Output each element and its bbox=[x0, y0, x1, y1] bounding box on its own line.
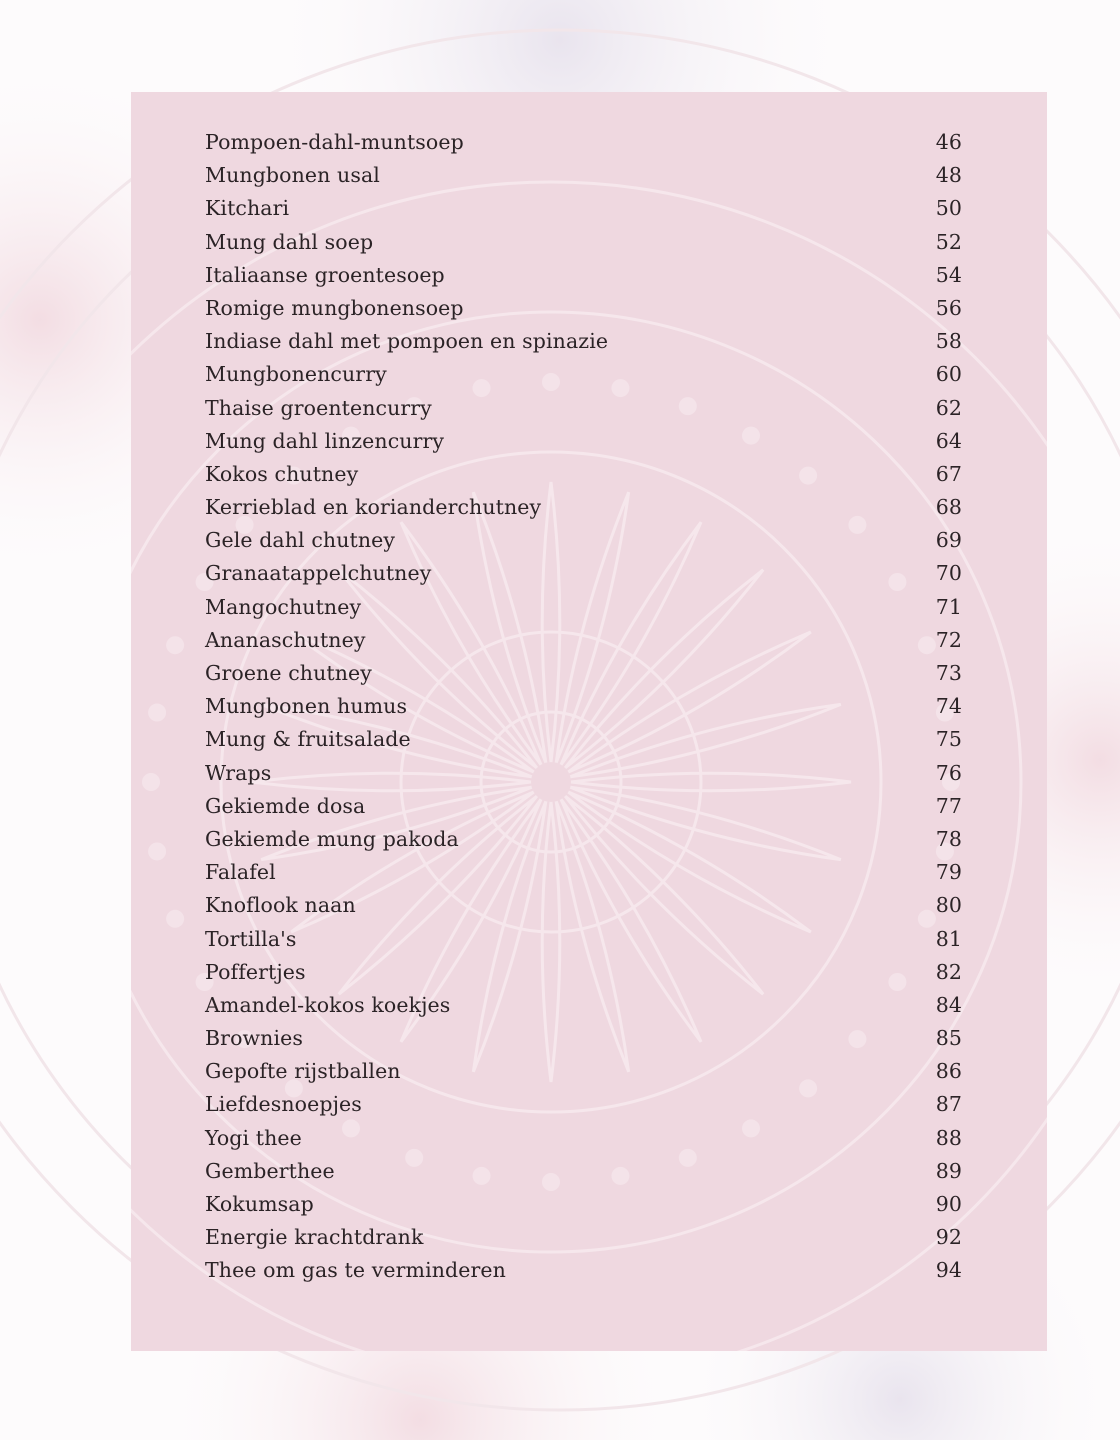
toc-entry-page-number: 81 bbox=[935, 926, 962, 951]
toc-entry-page-number: 73 bbox=[935, 661, 962, 685]
toc-entry bbox=[205, 1258, 962, 1291]
toc-entry-title: Tortilla's bbox=[205, 926, 297, 951]
toc-entry-page-number: 50 bbox=[935, 196, 962, 221]
toc-entry bbox=[205, 993, 962, 1026]
toc-entry-title: Amandel-kokos koekjes bbox=[205, 992, 451, 1017]
toc-entry-page-number: 92 bbox=[935, 1225, 962, 1250]
toc-entry bbox=[205, 827, 962, 860]
toc-entry bbox=[205, 694, 962, 727]
toc-entry-page-number: 54 bbox=[935, 262, 962, 287]
toc-entry bbox=[205, 1026, 962, 1059]
toc-entry-page-number: 71 bbox=[935, 594, 962, 619]
toc-entry-title: Thee om gas te verminderen bbox=[205, 1258, 506, 1283]
toc-entry-title: Kitchari bbox=[205, 196, 290, 221]
toc-entry-title: Indiase dahl met pompoen en spinazie bbox=[205, 329, 609, 354]
toc-entry-page-number: 76 bbox=[935, 760, 962, 785]
toc-entry-page-number: 74 bbox=[935, 694, 962, 719]
toc-entry-page-number: 64 bbox=[935, 428, 962, 453]
toc-entry-title: Falafel bbox=[205, 860, 276, 885]
toc-entry bbox=[205, 927, 962, 960]
toc-entry-page-number: 67 bbox=[935, 461, 962, 486]
toc-list bbox=[205, 130, 962, 1292]
toc-entry-title: Gekiemde dosa bbox=[205, 793, 366, 818]
toc-entry-title: Wraps bbox=[205, 760, 272, 785]
toc-entry-title: Gemberthee bbox=[205, 1158, 335, 1183]
toc-entry-title: Gepofte rijstballen bbox=[205, 1059, 401, 1084]
toc-entry-title: Poffertjes bbox=[205, 959, 306, 984]
toc-entry-title: Mung dahl linzencurry bbox=[205, 428, 445, 453]
toc-entry-page-number: 68 bbox=[935, 495, 962, 520]
toc-entry-page-number: 58 bbox=[935, 329, 962, 354]
toc-entry-title: Knoflook naan bbox=[205, 893, 356, 918]
toc-entry-title: Ananaschutney bbox=[205, 627, 366, 652]
toc-entry-page-number: 84 bbox=[935, 992, 962, 1017]
toc-entry bbox=[205, 396, 962, 429]
toc-entry bbox=[205, 1225, 962, 1258]
toc-entry-title: Groene chutney bbox=[205, 661, 372, 685]
toc-entry-title: Yogi thee bbox=[205, 1125, 302, 1150]
toc-entry bbox=[205, 860, 962, 893]
toc-entry bbox=[205, 462, 962, 495]
toc-entry-page-number: 56 bbox=[935, 295, 962, 320]
toc-entry-title: Mung dahl soep bbox=[205, 229, 374, 254]
toc-entry bbox=[205, 1092, 962, 1125]
toc-entry-title: Kokos chutney bbox=[205, 461, 359, 486]
toc-entry-page-number: 48 bbox=[935, 163, 962, 188]
toc-entry bbox=[205, 727, 962, 760]
toc-entry-page-number: 46 bbox=[935, 130, 962, 154]
table-of-contents-panel bbox=[131, 92, 1047, 1351]
toc-entry bbox=[205, 561, 962, 594]
toc-entry-page-number: 85 bbox=[935, 1026, 962, 1051]
toc-entry-title: Energie krachtdrank bbox=[205, 1225, 424, 1250]
toc-entry bbox=[205, 196, 962, 229]
toc-entry-title: Kerrieblad en korianderchutney bbox=[205, 495, 542, 520]
toc-entry-title: Pompoen-dahl-muntsoep bbox=[205, 130, 464, 154]
toc-entry-title: Kokumsap bbox=[205, 1192, 314, 1216]
toc-entry bbox=[205, 893, 962, 926]
toc-entry bbox=[205, 130, 962, 163]
toc-entry bbox=[205, 794, 962, 827]
toc-entry bbox=[205, 263, 962, 296]
toc-entry-page-number: 94 bbox=[935, 1258, 962, 1283]
toc-entry-page-number: 60 bbox=[935, 362, 962, 387]
toc-entry bbox=[205, 595, 962, 628]
toc-entry-title: Mung & fruitsalade bbox=[205, 727, 411, 752]
toc-entry-title: Romige mungbonensoep bbox=[205, 295, 464, 320]
toc-entry-title: Liefdesnoepjes bbox=[205, 1092, 362, 1117]
toc-entry-title: Gekiemde mung pakoda bbox=[205, 826, 459, 851]
toc-entry bbox=[205, 329, 962, 362]
toc-entry bbox=[205, 628, 962, 661]
toc-entry-page-number: 89 bbox=[935, 1158, 962, 1183]
toc-entry bbox=[205, 1159, 962, 1192]
toc-entry-page-number: 62 bbox=[935, 395, 962, 420]
toc-entry bbox=[205, 163, 962, 196]
toc-entry bbox=[205, 1126, 962, 1159]
toc-entry-page-number: 90 bbox=[935, 1192, 962, 1216]
toc-entry bbox=[205, 495, 962, 528]
toc-entry-title: Mungbonencurry bbox=[205, 362, 387, 387]
toc-entry-page-number: 80 bbox=[935, 893, 962, 918]
toc-entry bbox=[205, 296, 962, 329]
toc-entry-page-number: 72 bbox=[935, 627, 962, 652]
toc-entry bbox=[205, 960, 962, 993]
toc-entry bbox=[205, 761, 962, 794]
toc-entry-title: Mungbonen humus bbox=[205, 694, 408, 719]
toc-entry-page-number: 70 bbox=[935, 561, 962, 586]
toc-entry bbox=[205, 1059, 962, 1092]
toc-entry-title: Italiaanse groentesoep bbox=[205, 262, 445, 287]
toc-entry bbox=[205, 429, 962, 462]
toc-entry bbox=[205, 230, 962, 263]
toc-entry-page-number: 78 bbox=[935, 826, 962, 851]
toc-entry-title: Gele dahl chutney bbox=[205, 528, 396, 553]
toc-entry-page-number: 75 bbox=[935, 727, 962, 752]
toc-entry-page-number: 69 bbox=[935, 528, 962, 553]
toc-entry-page-number: 77 bbox=[935, 793, 962, 818]
toc-entry-page-number: 87 bbox=[935, 1092, 962, 1117]
toc-entry-title: Mungbonen usal bbox=[205, 163, 380, 188]
toc-entry bbox=[205, 362, 962, 395]
toc-entry-page-number: 52 bbox=[935, 229, 962, 254]
toc-entry-page-number: 82 bbox=[935, 959, 962, 984]
toc-entry-page-number: 86 bbox=[935, 1059, 962, 1084]
toc-entry-page-number: 88 bbox=[935, 1125, 962, 1150]
toc-entry-page-number: 79 bbox=[935, 860, 962, 885]
toc-entry-title: Thaise groentencurry bbox=[205, 395, 432, 420]
toc-entry-title: Mangochutney bbox=[205, 594, 362, 619]
toc-entry bbox=[205, 661, 962, 694]
toc-entry-title: Brownies bbox=[205, 1026, 303, 1051]
toc-entry-title: Granaatappelchutney bbox=[205, 561, 432, 586]
toc-entry bbox=[205, 528, 962, 561]
toc-entry bbox=[205, 1192, 962, 1225]
